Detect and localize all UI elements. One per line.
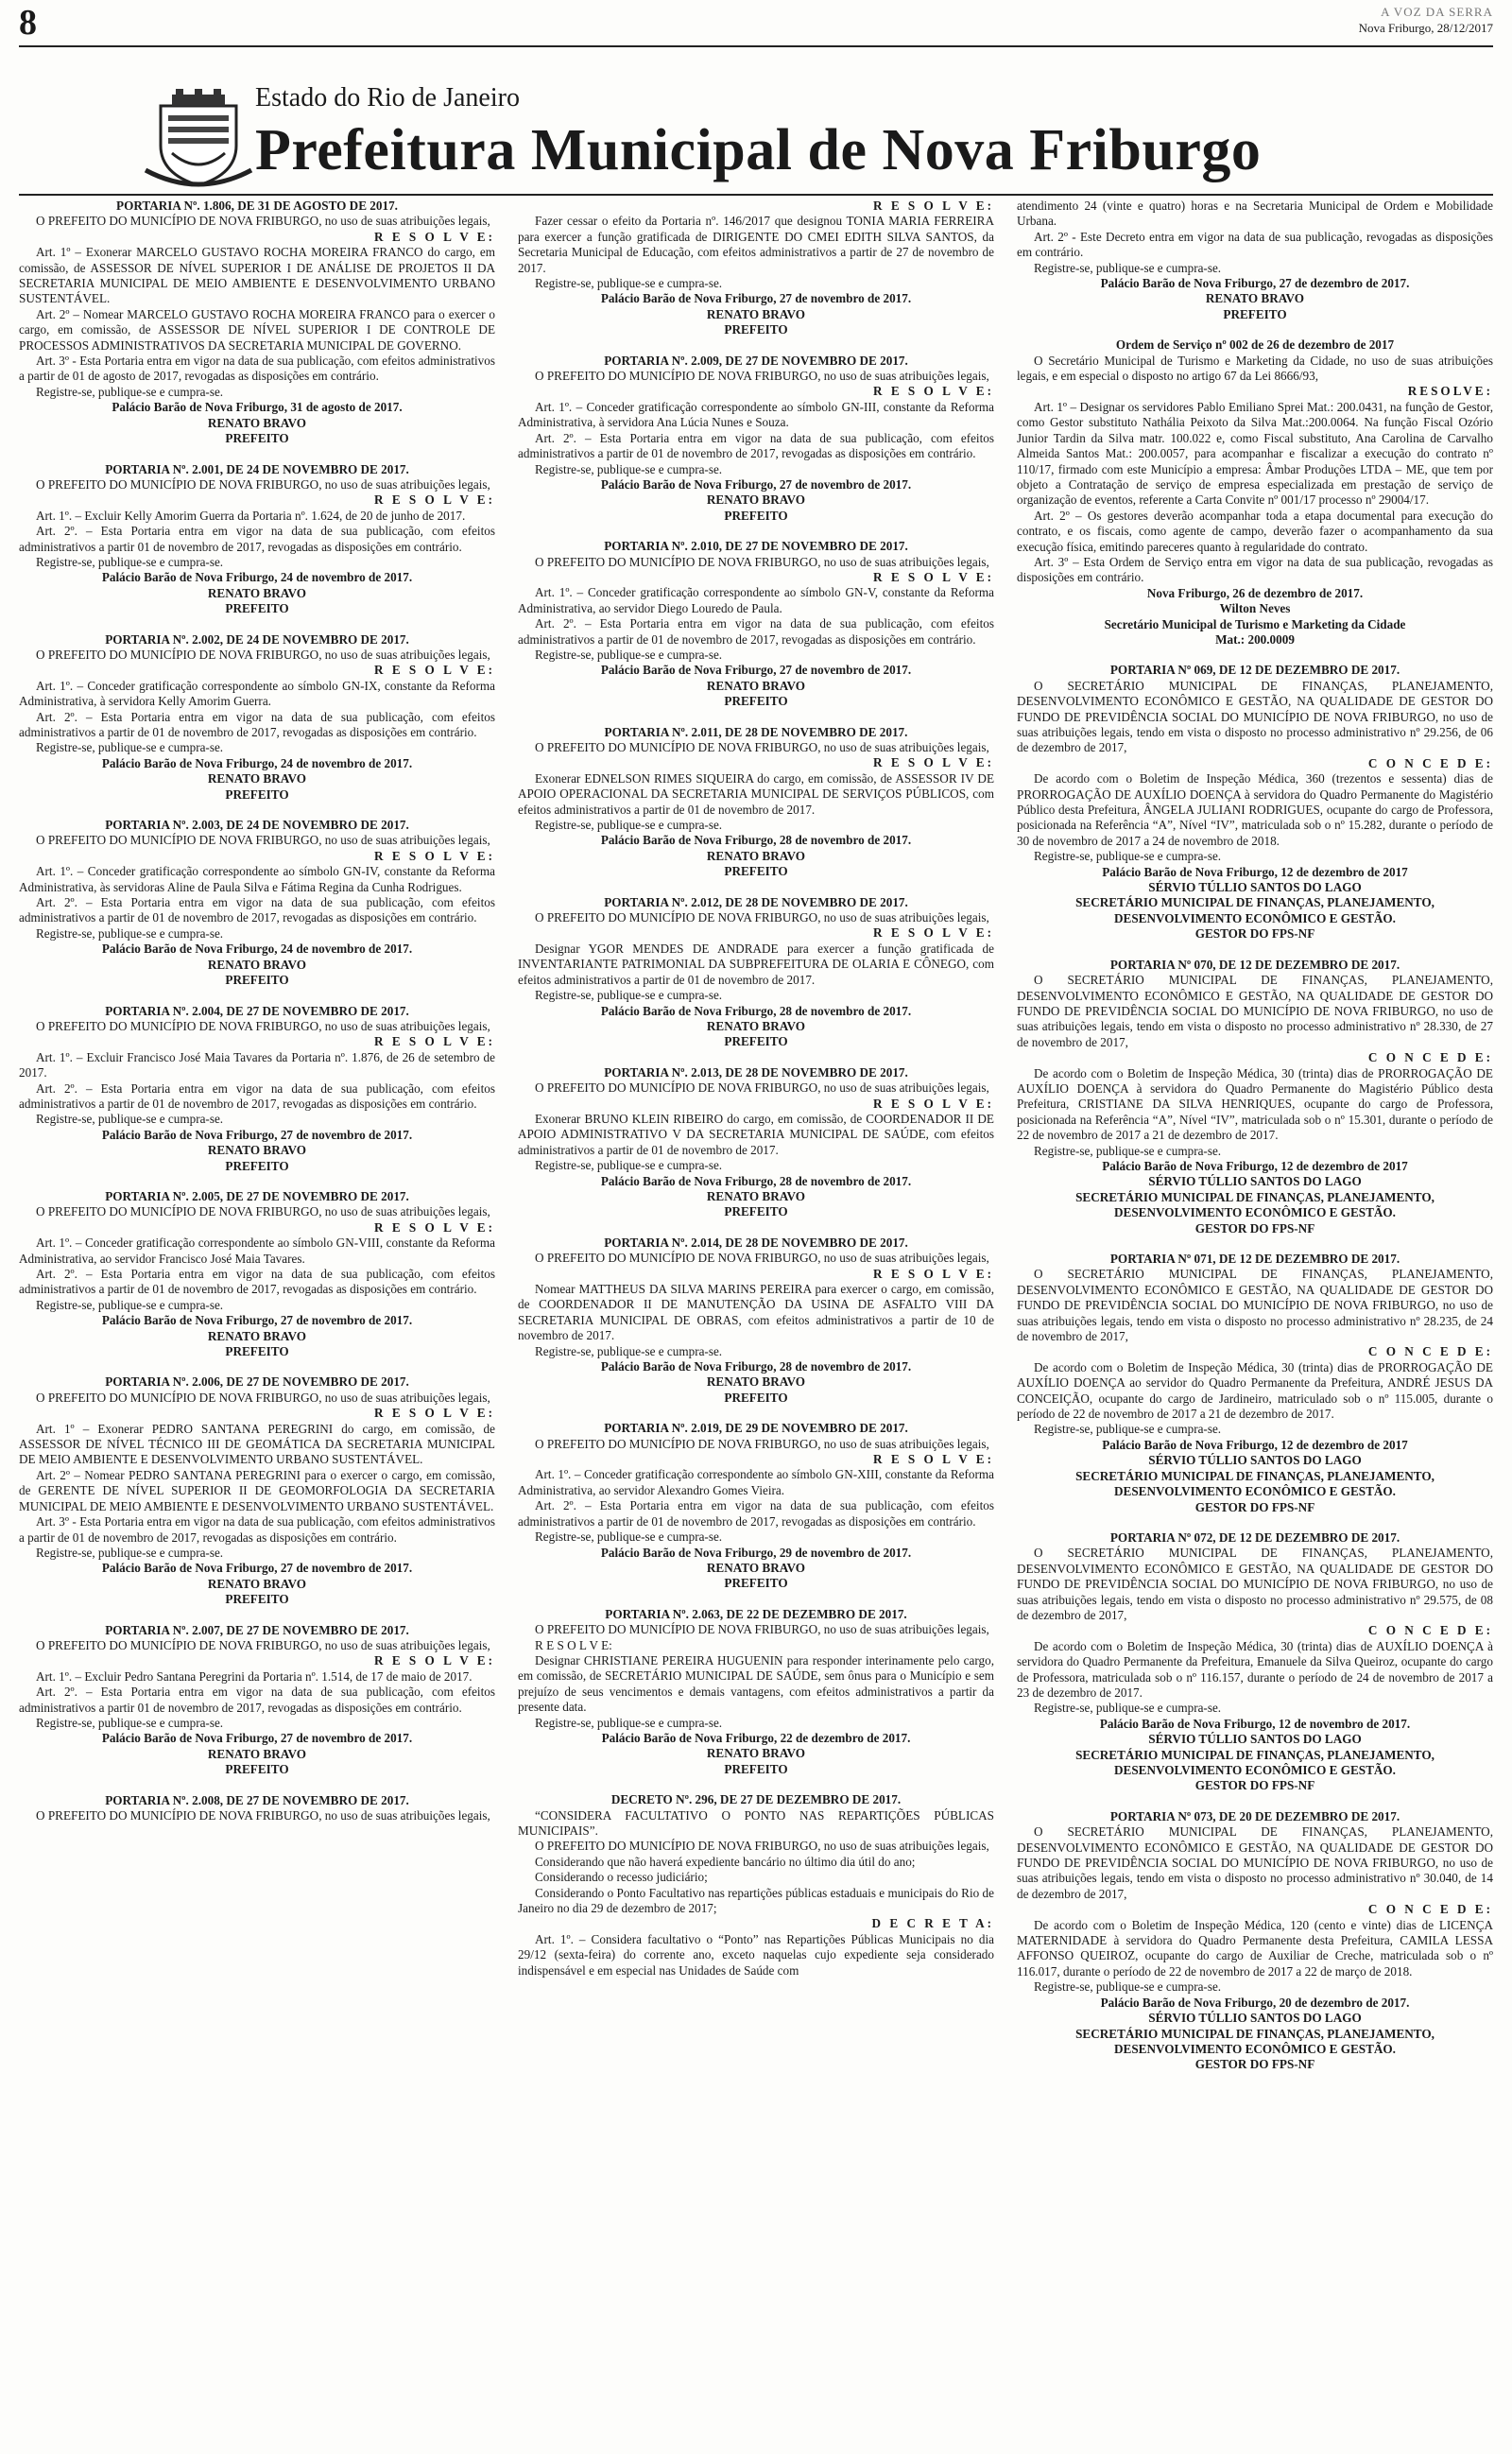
heading-line: SÉRVIO TÚLLIO SANTOS DO LAGO	[1148, 1732, 1362, 1747]
heading-line: SÉRVIO TÚLLIO SANTOS DO LAGO	[1148, 1453, 1362, 1468]
heading-line: RENATO BRAVO	[207, 1328, 307, 1343]
body-paragraph: Art. 1º. – Conceder gratificação correspondente ao símbolo GN-V, constante da Reforma Administrativa, ao servidor Diego Louredo de Paula.	[518, 585, 994, 615]
masthead	[151, 74, 1493, 197]
spacer	[518, 1406, 994, 1421]
heading-line: Palácio Barão de Nova Friburgo, 28 de novembro de 2017.	[600, 1359, 912, 1374]
heading-line: DECRETO Nº. 296, DE 27 DE DEZEMBRO DE 2017.	[610, 1792, 902, 1807]
heading-line: Palácio Barão de Nova Friburgo, 24 de novembro de 2017.	[101, 755, 413, 770]
heading-line: Palácio Barão de Nova Friburgo, 27 de novembro de 2017.	[600, 476, 912, 492]
heading-line: PORTARIA Nº. 2.012, DE 28 DE NOVEMBRO DE 2017.	[604, 894, 908, 909]
body-paragraph: Registre-se, publique-se e cumpra-se.	[1034, 1979, 1222, 1995]
heading-line: Ordem de Serviço nº 002 de 26 de dezembro de 2017	[1115, 337, 1395, 353]
body-paragraph: Art. 2º. – Esta Portaria entra em vigor na data de sua publicação, com efeitos administrativos a partir 01 de novembro de 2017, revogadas as disposições em contrário.	[19, 524, 495, 554]
body-paragraph: Registre-se, publique-se e cumpra-se.	[36, 1297, 224, 1312]
spacer	[518, 1777, 994, 1792]
body-paragraph: Art. 1º. – Excluir Pedro Santana Peregrini da Portaria nº. 1.514, de 17 de maio de 2017.	[36, 1668, 472, 1684]
body-paragraph: O PREFEITO DO MUNICÍPIO DE NOVA FRIBURGO, no uso de suas atribuições legais,	[535, 554, 989, 569]
heading-line: Palácio Barão de Nova Friburgo, 27 de dezembro de 2017.	[1100, 276, 1410, 291]
body-paragraph: Registre-se, publique-se e cumpra-se.	[36, 1715, 224, 1730]
heading-line: Palácio Barão de Nova Friburgo, 28 de novembro de 2017.	[600, 1003, 912, 1018]
body-paragraph: “CONSIDERA FACULTATIVO O PONTO NAS REPARTIÇÕES PÚBLICAS MUNICIPAIS”.	[518, 1807, 994, 1838]
coat-of-arms-icon	[144, 87, 253, 189]
spacer	[1017, 942, 1493, 958]
body-paragraph: O PREFEITO DO MUNICÍPIO DE NOVA FRIBURGO, no uso de suas atribuições legais,	[36, 647, 490, 662]
heading-line: SÉRVIO TÚLLIO SANTOS DO LAGO	[1148, 1174, 1362, 1189]
body-paragraph: Art. 1º. – Conceder gratificação correspondente ao símbolo GN-IV, constante da Reforma Administrativa, às servidoras Aline de Paula Silva e Fátima Regina da Cunha Rodrigues.	[19, 864, 495, 894]
resolve-label: R E S O L V E:	[374, 848, 495, 863]
body-paragraph: O PREFEITO DO MUNICÍPIO DE NOVA FRIBURGO, no uso de suas atribuições legais,	[535, 1251, 989, 1266]
heading-line: SECRETÁRIO MUNICIPAL DE FINANÇAS, PLANEJAMENTO, DESENVOLVIMENTO ECONÔMICO E GESTÃO.	[1075, 1468, 1435, 1499]
heading-line: RENATO BRAVO	[706, 1374, 806, 1390]
body-paragraph: Designar YGOR MENDES DE ANDRADE para exercer a função gratificada de INVENTARIANTE PATRIMONIAL DA SUBPREFEITURA DE OLARIA E CÔNEGO, com efeitos administrativos a partir de 01 de novembro de 2017.	[518, 941, 994, 987]
heading-line: Mat.: 200.0009	[1215, 631, 1295, 647]
body-paragraph: O SECRETÁRIO MUNICIPAL DE FINANÇAS, PLANEJAMENTO, DESENVOLVIMENTO ECONÔMICO E GESTÃO, NA QUALIDADE DE GESTOR DO FUNDO DE PREVIDÊNCIA SOCIAL DO MUNICÍPIO DE NOVA FRIBURGO, no uso de suas atribuições legais, tendo em vista o disposto no processo administrativo nº 29.575, de 08 de dezembro de 2017,	[1017, 1546, 1493, 1622]
heading-line: PORTARIA Nº. 2.008, DE 27 DE NOVEMBRO DE 2017.	[105, 1792, 409, 1807]
body-paragraph: O PREFEITO DO MUNICÍPIO DE NOVA FRIBURGO, no uso de suas atribuições legais,	[535, 1839, 989, 1854]
heading-line: PREFEITO	[225, 1592, 289, 1607]
heading-line: Palácio Barão de Nova Friburgo, 27 de novembro de 2017.	[101, 1313, 413, 1328]
heading-line: RENATO BRAVO	[706, 306, 806, 321]
columns	[19, 199, 1493, 2445]
spacer	[1017, 1236, 1493, 1252]
heading-line: PREFEITO	[724, 864, 788, 879]
body-paragraph: Registre-se, publique-se e cumpra-se.	[1034, 849, 1222, 864]
body-paragraph: Art. 2º. – Esta Portaria entra em vigor na data de sua publicação, com efeitos administrativos a partir de 01 de novembro de 2017, revogadas as disposições em contrário.	[19, 1267, 495, 1297]
heading-line: PORTARIA Nº. 2.003, DE 24 DE NOVEMBRO DE 2017.	[105, 818, 409, 833]
heading-line: PREFEITO	[225, 1158, 289, 1173]
heading-line: Palácio Barão de Nova Friburgo, 20 de dezembro de 2017.	[1100, 1995, 1410, 2010]
heading-line: Palácio Barão de Nova Friburgo, 27 de novembro de 2017.	[101, 1561, 413, 1576]
spacer	[518, 338, 994, 354]
resolve-label: R E S O L V E:	[374, 663, 495, 678]
spacer	[518, 524, 994, 539]
heading-line: PORTARIA Nº. 2.019, DE 29 DE NOVEMBRO DE 2017.	[604, 1421, 908, 1436]
body-paragraph: Art. 3º - Esta Portaria entra em vigor na data de sua publicação, com efeitos administrativos a partir de 01 de novembro de 2017, revogadas as disposições em contrário.	[19, 1514, 495, 1545]
resolve-label: R E S O L V E:	[374, 1219, 495, 1235]
heading-line: Palácio Barão de Nova Friburgo, 29 de novembro de 2017.	[600, 1545, 912, 1560]
body-paragraph: Art. 1º. – Conceder gratificação correspondente ao símbolo GN-VIII, constante da Reforma Administrativa, ao servidor Francisco José Maia Tavares.	[19, 1236, 495, 1266]
body-paragraph: O Secretário Municipal de Turismo e Marketing da Cidade, no uso de suas atribuições legais, e em especial o disposto no artigo 67 da Lei 8666/93,	[1017, 353, 1493, 384]
spacer	[19, 989, 495, 1004]
resolve-label: D E C R E T A:	[871, 1916, 994, 1931]
body-paragraph: Registre-se, publique-se e cumpra-se.	[1034, 1422, 1222, 1437]
heading-line: Palácio Barão de Nova Friburgo, 31 de agosto de 2017.	[112, 400, 403, 415]
body-paragraph: Considerando o Ponto Facultativo nas repartições públicas estaduais e municipais do Rio de Janeiro no dia 29 de dezembro de 2017;	[518, 1885, 994, 1916]
body-paragraph: Registre-se, publique-se e cumpra-se.	[1034, 1143, 1222, 1158]
resolve-label: R E S O L V E:	[374, 1653, 495, 1668]
body-paragraph: Fazer cessar o efeito da Portaria nº. 146/2017 que designou TONIA MARIA FERREIRA para exercer a função gratificada de DIRIGENTE DO CMEI EDITH SILVA SANTOS, da Secretaria Municipal de Educação, com efeitos administrativos a partir de 27 de novembro de 2017.	[518, 214, 994, 275]
body-paragraph: O PREFEITO DO MUNICÍPIO DE NOVA FRIBURGO, no uso de suas atribuições legais,	[36, 214, 490, 229]
resolve-label: C O N C E D E:	[1367, 1902, 1493, 1917]
body-paragraph: Art. 1º – Exonerar MARCELO GUSTAVO ROCHA MOREIRA FRANCO do cargo, em comissão, de ASSESSOR DE NÍVEL SUPERIOR I DE ANÁLISE DE PROJETOS II DA SECRETARIA MUNICIPAL DE MEIO AMBIENTE E DESENVOLVIMENTO URBANO SUSTENTÁVEL.	[19, 245, 495, 306]
resolve-label: R E S O L V E:	[873, 1266, 994, 1281]
body-paragraph: Registre-se, publique-se e cumpra-se.	[36, 925, 224, 941]
page-number: 8	[19, 3, 37, 43]
body-paragraph: Art. 3º - Esta Portaria entra em vigor na data de sua publicação, com efeitos administrativos a partir de 01 de agosto de 2017, revogadas as disposições em contrário.	[19, 354, 495, 384]
body-paragraph: Registre-se, publique-se e cumpra-se.	[535, 1715, 723, 1730]
body-paragraph: Nomear MATTHEUS DA SILVA MARINS PEREIRA para exercer o cargo, em comissão, de COORDENADOR II DE MANUTENÇÃO DA USINA DE ASFALTO VIII DA SECRETARIA MUNICIPAL DE OBRAS, com efeitos administrativos a partir de 10 de novembro de 2017.	[518, 1282, 994, 1343]
body-paragraph: Registre-se, publique-se e cumpra-se.	[535, 988, 723, 1003]
heading-line: GESTOR DO FPS-NF	[1194, 2057, 1315, 2072]
resolve-label: R E S O L V E:	[374, 493, 495, 508]
body-paragraph: Registre-se, publique-se e cumpra-se.	[535, 461, 723, 476]
body-paragraph: Art. 2º. – Esta Portaria entra em vigor na data de sua publicação, com efeitos administrativos a partir 01 de novembro de 2017, revogadas as disposições em contrário.	[19, 1685, 495, 1715]
heading-line: PORTARIA Nº. 2.007, DE 27 DE NOVEMBRO DE 2017.	[105, 1622, 409, 1637]
spacer	[19, 447, 495, 462]
body-paragraph: Art. 1º. – Conceder gratificação correspondente ao símbolo GN-III, constante da Reforma Administrativa, à servidora Ana Lúcia Nunes e Souza.	[518, 399, 994, 430]
resolve-label: R E S O L V E:	[374, 1034, 495, 1049]
body-paragraph: Art. 2º – Nomear PEDRO SANTANA PEREGRINI para o exercer o cargo, em comissão, de GERENTE DE NÍVEL SUPERIOR II DE GEOMORFOLOGIA DA SECRETARIA MUNICIPAL DE MEIO AMBIENTE E DESENVOLVIMENTO URBANO SUSTENTÁVEL.	[19, 1467, 495, 1513]
body-paragraph: Registre-se, publique-se e cumpra-se.	[535, 647, 723, 662]
body-paragraph: Art. 1º – Designar os servidores Pablo Emiliano Sprei Mat.: 200.0431, na função de Gestor, como Gestor substituto Nathália Peixoto da Silva Mat.:200.0064. Na função Fiscal Ozório Junior Tardin da Silva matr. 100.022 e, como Fiscal substituto, Ana Carolina de Carvalho Almeida Santos Mat.: 200.0057, para acompanhar e fiscalizar a execução do contrato nº 110/17, firmado com este Município a empresa: Âmbar Produções LTDA – ME, que tem por objeto a Contratação de serviço de empresa especializada em prestação de serviço de organização de eventos, referente a Carta Convite nº 001/17 processo nº 29004/17.	[1017, 399, 1493, 508]
heading-line: RENATO BRAVO	[207, 1576, 307, 1591]
column-2	[518, 199, 994, 2445]
spacer	[19, 1174, 495, 1189]
body-paragraph: Designar CHRISTIANE PEREIRA HUGUENIN para responder interinamente pelo cargo, em comissão, de SECRETÁRIO MUNICIPAL DE SAÚDE, sem ônus para o Município e sem prejuízo de seus vencimentos e demais vantagens, com efeitos administrativos a partir da presente data.	[518, 1652, 994, 1715]
body-paragraph: Art. 2º. – Esta Portaria entra em vigor na data de sua publicação, com efeitos administrativos a partir de 01 de novembro de 2017, revogadas as disposições em contrário.	[19, 895, 495, 925]
body-paragraph: O PREFEITO DO MUNICÍPIO DE NOVA FRIBURGO, no uso de suas atribuições legais,	[36, 1204, 490, 1219]
body-paragraph: Art. 2º. – Esta Portaria entra em vigor na data de sua publicação, com efeitos administrativos a partir de 01 de novembro de 2017, revogadas as disposições em contrário.	[19, 709, 495, 739]
body-paragraph: O PREFEITO DO MUNICÍPIO DE NOVA FRIBURGO, no uso de suas atribuições legais,	[535, 740, 989, 754]
body-paragraph: R E S O L V E:	[535, 1637, 612, 1652]
body-paragraph: O PREFEITO DO MUNICÍPIO DE NOVA FRIBURGO, no uso de suas atribuições legais,	[36, 1018, 490, 1033]
body-paragraph: Registre-se, publique-se e cumpra-se.	[535, 1343, 723, 1358]
body-paragraph: Exonerar EDNELSON RIMES SIQUEIRA do cargo, em comissão, de ASSESSOR IV DE APOIO OPERACIONAL DA SECRETARIA MUNICIPAL DE SERVIÇOS PÚBLICOS, com efeitos administrativos a partir de 01 de novembro de 2017.	[518, 770, 994, 817]
resolve-label: R E S O L V E:	[873, 1452, 994, 1467]
heading-line: GESTOR DO FPS-NF	[1194, 926, 1315, 942]
heading-line: SÉRVIO TÚLLIO SANTOS DO LAGO	[1148, 880, 1362, 895]
body-paragraph: Art. 2º. – Esta Portaria entra em vigor na data de sua publicação, com efeitos administrativos a partir de 01 de novembro de 2017, revogadas as disposições em contrário.	[19, 1080, 495, 1111]
resolve-label: R E S O L V E:	[873, 755, 994, 770]
body-paragraph: Registre-se, publique-se e cumpra-se.	[535, 818, 723, 833]
heading-line: RENATO BRAVO	[207, 1143, 307, 1158]
heading-line: RENATO BRAVO	[1205, 291, 1305, 306]
body-paragraph: O PREFEITO DO MUNICÍPIO DE NOVA FRIBURGO, no uso de suas atribuições legais,	[36, 1390, 490, 1405]
masthead-rule	[19, 194, 1493, 196]
heading-line: PORTARIA Nº. 2.063, DE 22 DE DEZEMBRO DE 2017.	[605, 1606, 907, 1621]
spacer	[1017, 1794, 1493, 1809]
heading-line: RENATO BRAVO	[207, 585, 307, 600]
spacer	[19, 1778, 495, 1793]
heading-line: Palácio Barão de Nova Friburgo, 12 de dezembro de 2017	[1102, 1158, 1408, 1173]
resolve-label: R E S O L V E:	[374, 1406, 495, 1421]
spacer	[19, 1359, 495, 1374]
resolve-label: C O N C E D E:	[1367, 1050, 1493, 1065]
heading-line: PREFEITO	[724, 694, 788, 709]
resolve-label: C O N C E D E:	[1367, 755, 1493, 770]
body-paragraph: O SECRETÁRIO MUNICIPAL DE FINANÇAS, PLANEJAMENTO, DESENVOLVIMENTO ECONÔMICO E GESTÃO, NA QUALIDADE DE GESTOR DO FUNDO DE PREVIDÊNCIA SOCIAL DO MUNICÍPIO DE NOVA FRIBURGO, no uso de suas atribuições legais, tendo em vista o disposto no processo administrativo nº 28.235, de 24 de novembro de 2017,	[1017, 1267, 1493, 1344]
body-paragraph: Registre-se, publique-se e cumpra-se.	[36, 1112, 224, 1127]
body-paragraph: Registre-se, publique-se e cumpra-se.	[535, 1529, 723, 1545]
heading-line: PORTARIA Nº 071, DE 12 DE DEZEMBRO DE 2017.	[1109, 1252, 1400, 1266]
body-paragraph: O PREFEITO DO MUNICÍPIO DE NOVA FRIBURGO, no uso de suas atribuições legais,	[36, 1808, 490, 1823]
heading-line: RENATO BRAVO	[207, 771, 307, 786]
heading-line: PREFEITO	[724, 1390, 788, 1405]
heading-line: PORTARIA Nº. 2.006, DE 27 DE NOVEMBRO DE 2017.	[105, 1374, 409, 1390]
body-paragraph: Registre-se, publique-se e cumpra-se.	[1034, 260, 1222, 275]
spacer	[518, 1220, 994, 1236]
body-paragraph: O PREFEITO DO MUNICÍPIO DE NOVA FRIBURGO, no uso de suas atribuições legais,	[36, 833, 490, 848]
spacer	[518, 1592, 994, 1607]
spacer	[518, 880, 994, 895]
body-paragraph: De acordo com o Boletim de Inspeção Médica, 30 (trinta) dias de AUXÍLIO DOENÇA à servidora do Quadro Permanente da Prefeitura, Emanuele da Silva Queiroz, ocupante do cargo de Professora, matriculada sob o nº 116.157, durante o período de 24 de novembro de 2017 a 23 de dezembro de 2017.	[1017, 1638, 1493, 1700]
body-paragraph: Art. 1º. – Considera facultativo o “Ponto” nas Repartições Públicas Municipais no dia 29/12 (sexta-feira) do corrente ano, exceto naquelas cujo expediente seja considerado indispensável e em especial nas Unidades de Saúde com	[518, 1931, 994, 1978]
state-name: Estado do Rio de Janeiro	[255, 83, 520, 112]
body-paragraph: Art. 1º. – Excluir Kelly Amorim Guerra da Portaria nº. 1.624, de 20 de junho de 2017.	[36, 508, 466, 523]
body-paragraph: Art. 1º. – Conceder gratificação correspondente ao símbolo GN-IX, constante da Reforma Administrativa, à servidora Kelly Amorim Guerra.	[19, 678, 495, 709]
body-paragraph: Considerando o recesso judiciário;	[535, 1870, 708, 1885]
body-paragraph: De acordo com o Boletim de Inspeção Médica, 30 (trinta) dias de PRORROGAÇÃO DE AUXÍLIO DOENÇA ao servidor do Quadro Permanente da Prefeitura, ANDRÉ JESUS DA CONCEIÇÃO, ocupante do cargo de Jardineiro, matriculado sob o nº 115.005, durante o período de 22 de novembro de 2017 a 21 de dezembro de 2017.	[1017, 1359, 1493, 1422]
heading-line: RENATO BRAVO	[706, 678, 806, 693]
heading-line: Palácio Barão de Nova Friburgo, 24 de novembro de 2017.	[101, 570, 413, 585]
heading-line: SECRETÁRIO MUNICIPAL DE FINANÇAS, PLANEJAMENTO, DESENVOLVIMENTO ECONÔMICO E GESTÃO.	[1075, 895, 1435, 925]
spacer	[19, 617, 495, 632]
heading-line: RENATO BRAVO	[706, 1188, 806, 1203]
heading-line: PORTARIA Nº. 2.009, DE 27 DE NOVEMBRO DE 2017.	[604, 353, 908, 368]
heading-line: SECRETÁRIO MUNICIPAL DE FINANÇAS, PLANEJAMENTO, DESENVOLVIMENTO ECONÔMICO E GESTÃO.	[1075, 1747, 1435, 1777]
heading-line: RENATO BRAVO	[706, 848, 806, 863]
body-paragraph: Registre-se, publique-se e cumpra-se.	[36, 384, 224, 399]
heading-line: RENATO BRAVO	[207, 1746, 307, 1761]
spacer	[19, 1608, 495, 1623]
heading-line: PREFEITO	[724, 1761, 788, 1776]
body-paragraph: De acordo com o Boletim de Inspeção Médica, 120 (cento e vinte) dias de LICENÇA MATERNIDADE à servidora do Quadro Permanente desta Prefeitura, CAMILA LESSA AFFONSO QUEIROZ, ocupante do cargo de Auxiliar de Creche, matriculada sob o nº 116.017, durante o período de 22 de novembro de 2017 a 22 de março de 2018.	[1017, 1917, 1493, 1979]
body-paragraph: De acordo com o Boletim de Inspeção Médica, 360 (trezentos e sessenta) dias de PRORROGAÇÃO DE AUXÍLIO DOENÇA à servidora do Quadro Permanente do Magistério Público desta Prefeitura, ÂNGELA JULIANI RODRIGUES, ocupante do cargo de Professora, posicionada na Referência “A”, Nível “IV”, matriculada sob o nº 15.282, durante o período de 30 de novembro de 2017 a 24 de novembro de 2018.	[1017, 771, 1493, 848]
heading-line: PORTARIA Nº 069, DE 12 DE DEZEMBRO DE 2017.	[1109, 663, 1400, 678]
column-1	[19, 199, 495, 2445]
body-paragraph: Art. 2º – Os gestores deverão acompanhar toda a etapa documental para execução do contrato, e os fiscais, como agente de campo, deverão fazer o acompanhamento da sua execução física, emitindo pareceres quanto à regularidade do contrato.	[1017, 508, 1493, 554]
heading-line: Palácio Barão de Nova Friburgo, 24 de novembro de 2017.	[101, 942, 413, 957]
heading-line: Palácio Barão de Nova Friburgo, 28 de novembro de 2017.	[600, 833, 912, 848]
resolve-label: R E S O L V E:	[873, 569, 994, 584]
body-paragraph: O PREFEITO DO MUNICÍPIO DE NOVA FRIBURGO, no uso de suas atribuições legais,	[535, 1436, 989, 1451]
column-3	[1017, 199, 1493, 2445]
body-paragraph: Registre-se, publique-se e cumpra-se.	[36, 1545, 224, 1560]
heading-line: GESTOR DO FPS-NF	[1194, 1499, 1315, 1514]
heading-line: PORTARIA Nº. 2.013, DE 28 DE NOVEMBRO DE 2017.	[604, 1064, 908, 1080]
heading-line: RENATO BRAVO	[706, 1746, 806, 1761]
body-paragraph: O PREFEITO DO MUNICÍPIO DE NOVA FRIBURGO, no uso de suas atribuições legais,	[535, 1080, 989, 1096]
heading-line: Secretário Municipal de Turismo e Marketing da Cidade	[1104, 616, 1406, 631]
spacer	[1017, 322, 1493, 337]
heading-line: PORTARIA Nº. 2.011, DE 28 DE NOVEMBRO DE 2017.	[604, 724, 908, 739]
heading-line: PORTARIA Nº. 2.004, DE 27 DE NOVEMBRO DE 2017.	[105, 1003, 409, 1018]
heading-line: PREFEITO	[724, 1034, 788, 1049]
heading-line: PREFEITO	[225, 431, 289, 446]
heading-line: SECRETÁRIO MUNICIPAL DE FINANÇAS, PLANEJAMENTO, DESENVOLVIMENTO ECONÔMICO E GESTÃO.	[1075, 2026, 1435, 2056]
heading-line: SÉRVIO TÚLLIO SANTOS DO LAGO	[1148, 2011, 1362, 2026]
heading-line: PORTARIA Nº 072, DE 12 DE DEZEMBRO DE 2017.	[1109, 1529, 1400, 1545]
heading-line: RENATO BRAVO	[706, 493, 806, 508]
body-paragraph: De acordo com o Boletim de Inspeção Médica, 30 (trinta) dias de PRORROGAÇÃO DE AUXÍLIO DOENÇA à servidora do Quadro Permanente do Magistério Público desta Prefeitura, CRISTIANE DA SILVA HENRIQUES, ocupante do cargo de Professora, posicionada na Referência “A”, Nível “IV”, matriculada sob o nº 15.301, durante o período de 22 de novembro de 2017 a 21 de dezembro de 2017.	[1017, 1065, 1493, 1143]
heading-line: PORTARIA Nº. 2.014, DE 28 DE NOVEMBRO DE 2017.	[604, 1235, 908, 1250]
body-paragraph: O PREFEITO DO MUNICÍPIO DE NOVA FRIBURGO, no uso de suas atribuições legais,	[535, 369, 989, 384]
body-paragraph: atendimento 24 (vinte e quatro) horas e na Secretaria Municipal de Ordem e Mobilidade Urbana.	[1017, 199, 1493, 229]
newspaper-info	[1359, 4, 1493, 36]
body-paragraph: Art. 2º. – Esta Portaria entra em vigor na data de sua publicação, com efeitos administrativos a partir de 01 de novembro de 2017, revogadas as disposições em contrário.	[518, 430, 994, 461]
body-paragraph: Art. 1º. – Excluir Francisco José Maia Tavares da Portaria nº. 1.876, de 26 de setembro de 2017.	[19, 1049, 495, 1080]
resolve-label: RESOLVE:	[1407, 384, 1493, 399]
resolve-label: C O N C E D E:	[1367, 1344, 1493, 1359]
heading-line: Palácio Barão de Nova Friburgo, 12 de novembro de 2017.	[1099, 1716, 1411, 1731]
resolve-label: R E S O L V E:	[873, 1096, 994, 1111]
body-paragraph: Art. 2º. – Esta Portaria entra em vigor na data de sua publicação, com efeitos administrativos a partir de 01 de novembro de 2017, revogadas as disposições em contrário.	[518, 1498, 994, 1529]
resolve-label: R E S O L V E:	[873, 384, 994, 399]
spacer	[19, 803, 495, 818]
body-paragraph: Art. 1º. – Conceder gratificação correspondente ao símbolo GN-XIII, constante da Reforma Administrativa, ao servidor Alexandro Gomes Vieira.	[518, 1467, 994, 1497]
heading-line: SECRETÁRIO MUNICIPAL DE FINANÇAS, PLANEJAMENTO, DESENVOLVIMENTO ECONÔMICO E GESTÃO.	[1075, 1189, 1435, 1220]
heading-line: Nova Friburgo, 26 de dezembro de 2017.	[1146, 585, 1364, 600]
body-paragraph: Registre-se, publique-se e cumpra-se.	[36, 554, 224, 569]
heading-line: Palácio Barão de Nova Friburgo, 27 de novembro de 2017.	[600, 663, 912, 678]
body-paragraph: Registre-se, publique-se e cumpra-se.	[36, 740, 224, 755]
body-paragraph: Registre-se, publique-se e cumpra-se.	[535, 276, 723, 291]
heading-line: RENATO BRAVO	[706, 1018, 806, 1033]
body-paragraph: O PREFEITO DO MUNICÍPIO DE NOVA FRIBURGO, no uso de suas atribuições legais,	[535, 1622, 989, 1637]
heading-line: PREFEITO	[225, 601, 289, 616]
heading-line: RENATO BRAVO	[207, 957, 307, 972]
body-paragraph: O PREFEITO DO MUNICÍPIO DE NOVA FRIBURGO, no uso de suas atribuições legais,	[36, 1637, 490, 1652]
heading-line: PREFEITO	[724, 322, 788, 337]
newspaper-name: A VOZ DA SERRA	[1381, 5, 1493, 19]
resolve-label: R E S O L V E:	[374, 229, 495, 244]
heading-line: Palácio Barão de Nova Friburgo, 22 de dezembro de 2017.	[601, 1730, 911, 1745]
spacer	[518, 710, 994, 725]
body-paragraph: Considerando que não haverá expediente bancário no último dia útil do ano;	[535, 1854, 916, 1869]
heading-line: PORTARIA Nº. 2.002, DE 24 DE NOVEMBRO DE 2017.	[105, 631, 409, 647]
heading-line: PORTARIA Nº. 2.001, DE 24 DE NOVEMBRO DE 2017.	[105, 461, 409, 476]
heading-line: Palácio Barão de Nova Friburgo, 12 de dezembro de 2017	[1102, 1437, 1408, 1452]
heading-line: GESTOR DO FPS-NF	[1194, 1778, 1315, 1793]
heading-line: RENATO BRAVO	[706, 1560, 806, 1575]
body-paragraph: Registre-se, publique-se e cumpra-se.	[1034, 1701, 1222, 1716]
heading-line: Palácio Barão de Nova Friburgo, 28 de novembro de 2017.	[600, 1173, 912, 1188]
body-paragraph: O PREFEITO DO MUNICÍPIO DE NOVA FRIBURGO, no uso de suas atribuições legais,	[36, 476, 490, 492]
body-paragraph: O SECRETÁRIO MUNICIPAL DE FINANÇAS, PLANEJAMENTO, DESENVOLVIMENTO ECONÔMICO E GESTÃO, NA QUALIDADE DE GESTOR DO FUNDO DE PREVIDÊNCIA SOCIAL DO MUNICÍPIO DE NOVA FRIBURGO, no uso de suas atribuições legais, tendo em vista o disposto no processo administrativo nº 29.256, de 06 de dezembro de 2017,	[1017, 678, 1493, 755]
heading-line: Palácio Barão de Nova Friburgo, 27 de novembro de 2017.	[101, 1127, 413, 1142]
body-paragraph: O PREFEITO DO MUNICÍPIO DE NOVA FRIBURGO, no uso de suas atribuições legais,	[535, 910, 989, 925]
heading-line: PREFEITO	[1223, 306, 1287, 321]
resolve-label: C O N C E D E:	[1367, 1623, 1493, 1638]
resolve-label: R E S O L V E:	[873, 925, 994, 941]
heading-line: PREFEITO	[225, 1344, 289, 1359]
body-paragraph: O SECRETÁRIO MUNICIPAL DE FINANÇAS, PLANEJAMENTO, DESENVOLVIMENTO ECONÔMICO E GESTÃO, NA QUALIDADE DE GESTOR DO FUNDO DE PREVIDÊNCIA SOCIAL DO MUNICÍPIO DE NOVA FRIBURGO, no uso de suas atribuições legais, tendo em vista o disposto no processo administrativo nº 30.040, de 14 de dezembro de 2017,	[1017, 1824, 1493, 1901]
heading-line: PORTARIA Nº. 1.806, DE 31 DE AGOSTO DE 2017.	[116, 199, 398, 213]
heading-line: RENATO BRAVO	[207, 415, 307, 430]
heading-line: PORTARIA Nº 070, DE 12 DE DEZEMBRO DE 2017.	[1109, 957, 1400, 972]
heading-line: PREFEITO	[724, 1576, 788, 1591]
heading-line: Palácio Barão de Nova Friburgo, 27 de novembro de 2017.	[600, 291, 912, 306]
heading-line: PREFEITO	[225, 973, 289, 988]
heading-line: Wilton Neves	[1219, 601, 1291, 616]
body-paragraph: Exonerar BRUNO KLEIN RIBEIRO do cargo, em comissão, de COORDENADOR II DE APOIO ADMINISTRATIVO V DA SECRETARIA MUNICIPAL DE SAÚDE, com efeitos administrativos a partir de 01 de novembro de 2017.	[518, 1111, 994, 1157]
heading-line: PORTARIA Nº 073, DE 20 DE DEZEMBRO DE 2017.	[1109, 1808, 1400, 1823]
edition-date: Nova Friburgo, 28/12/2017	[1358, 21, 1493, 35]
spacer	[518, 1050, 994, 1065]
heading-line: GESTOR DO FPS-NF	[1194, 1220, 1315, 1236]
heading-line: PORTARIA Nº. 2.010, DE 27 DE NOVEMBRO DE 2017.	[604, 539, 908, 554]
body-paragraph: Art. 3º – Esta Ordem de Serviço entra em vigor na data de sua publicação, revogadas as disposições em contrário.	[1017, 554, 1493, 585]
page-header-bar	[19, 0, 1493, 47]
heading-line: PREFEITO	[724, 1204, 788, 1219]
heading-line: PREFEITO	[724, 508, 788, 523]
body-paragraph: Registre-se, publique-se e cumpra-se.	[535, 1158, 723, 1173]
heading-line: Palácio Barão de Nova Friburgo, 12 de dezembro de 2017	[1102, 864, 1408, 879]
heading-line: Palácio Barão de Nova Friburgo, 27 de novembro de 2017.	[101, 1731, 413, 1746]
heading-line: PREFEITO	[225, 786, 289, 802]
body-paragraph: Art. 2º. – Esta Portaria entra em vigor na data de sua publicação, com efeitos administrativos a partir de 01 de novembro de 2017, revogadas as disposições em contrário.	[518, 616, 994, 647]
masthead-title: Prefeitura Municipal de Nova Friburgo	[255, 118, 1262, 182]
body-paragraph: Art. 2º - Este Decreto entra em vigor na data de sua publicação, revogadas as disposições em contrário.	[1017, 229, 1493, 260]
body-paragraph: Art. 2º – Nomear MARCELO GUSTAVO ROCHA MOREIRA FRANCO para o exercer o cargo, em comissão, de ASSESSOR DE NÍVEL SUPERIOR I DE CONTROLE DE PROCESSOS ADMINISTRATIVOS DA SECRETARIA MUNICIPAL DE GOVERNO.	[19, 306, 495, 353]
resolve-label: R E S O L V E:	[873, 199, 994, 213]
heading-line: PORTARIA Nº. 2.005, DE 27 DE NOVEMBRO DE 2017.	[105, 1188, 409, 1203]
body-paragraph: O SECRETÁRIO MUNICIPAL DE FINANÇAS, PLANEJAMENTO, DESENVOLVIMENTO ECONÔMICO E GESTÃO, NA QUALIDADE DE GESTOR DO FUNDO DE PREVIDÊNCIA SOCIAL DO MUNICÍPIO DE NOVA FRIBURGO, no uso de suas atribuições legais, tendo em vista o disposto no processo administrativo nº 28.330, de 27 de novembro de 2017,	[1017, 973, 1493, 1049]
body-paragraph: Art. 1º – Exonerar PEDRO SANTANA PEREGRINI do cargo, em comissão, de ASSESSOR DE NÍVEL TÉCNICO III DE GEOMÁTICA DA SECRETARIA MUNICIPAL DE MEIO AMBIENTE E DESENVOLVIMENTO URBANO SUSTENTÁVEL.	[19, 1421, 495, 1467]
heading-line: PREFEITO	[225, 1762, 289, 1777]
spacer	[1017, 1515, 1493, 1530]
spacer	[1017, 648, 1493, 663]
